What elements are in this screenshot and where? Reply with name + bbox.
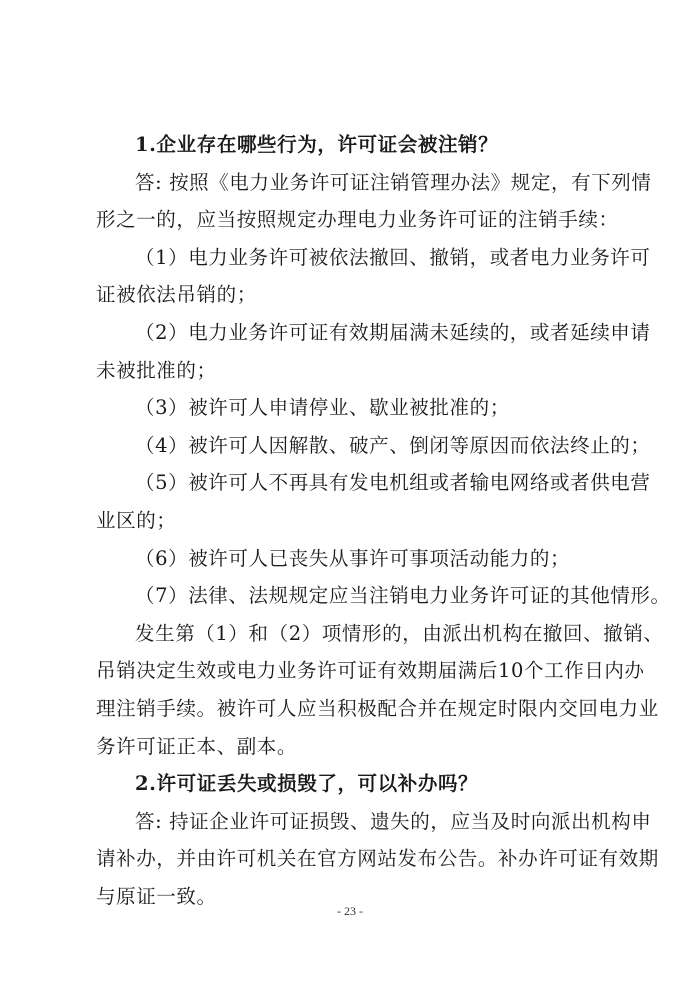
section-2-answer-line: 答: 持证企业许可证损毁、遗失的，应当及时向派出机构申	[135, 809, 652, 833]
list-item-2-line: 未被批准的；	[96, 358, 217, 382]
section-1-note-line: 发生第（1）和（2）项情形的，由派出机构在撤回、撤销、	[135, 621, 664, 645]
list-item-6-line: （6）被许可人已丧失从事许可事项活动能力的；	[135, 546, 571, 570]
list-item-1-line: （1）电力业务许可被依法撤回、撤销，或者电力业务许可	[135, 245, 651, 269]
section-1-answer-line: 形之一的，应当按照规定办理电力业务许可证的注销手续：	[96, 208, 619, 232]
list-item-1-line: 证被依法吊销的；	[96, 283, 257, 307]
section-1-note-line: 理注销手续。被许可人应当积极配合并在规定时限内交回电力业	[96, 696, 659, 720]
section-2-answer-line: 与原证一致。	[96, 884, 217, 908]
section-1-note-line: 吊销决定生效或电力业务许可证有效期届满后10个工作日内办	[96, 659, 645, 683]
list-item-5-line: 业区的；	[96, 508, 177, 532]
list-item-3-line: （3）被许可人申请停业、歇业被批准的；	[135, 396, 510, 420]
section-1-answer-line: 答: 按照《电力业务许可证注销管理办法》规定，有下列情	[135, 170, 652, 194]
section-2-answer-line: 请补办，并由许可机关在官方网站发布公告。补办许可证有效期	[96, 847, 659, 871]
section-1-heading: 1.企业存在哪些行为，许可证会被注销？	[135, 133, 499, 156]
section-2-heading: 2.许可证丢失或损毁了，可以补办吗？	[135, 772, 479, 796]
list-item-4-line: （4）被许可人因解散、破产、倒闭等原因而依法终止的；	[135, 433, 651, 457]
document-body	[96, 126, 671, 915]
list-item-7-line: （7）法律、法规规定应当注销电力业务许可证的其他情形。	[135, 584, 671, 608]
section-1-note-line: 务许可证正本、副本。	[96, 734, 298, 758]
list-item-5-line: （5）被许可人不再具有发电机组或者输电网络或者供电营	[135, 471, 651, 495]
page-number: - 23 -	[337, 904, 363, 918]
list-item-2-line: （2）电力业务许可证有效期届满未延续的，或者延续申请	[135, 320, 651, 344]
